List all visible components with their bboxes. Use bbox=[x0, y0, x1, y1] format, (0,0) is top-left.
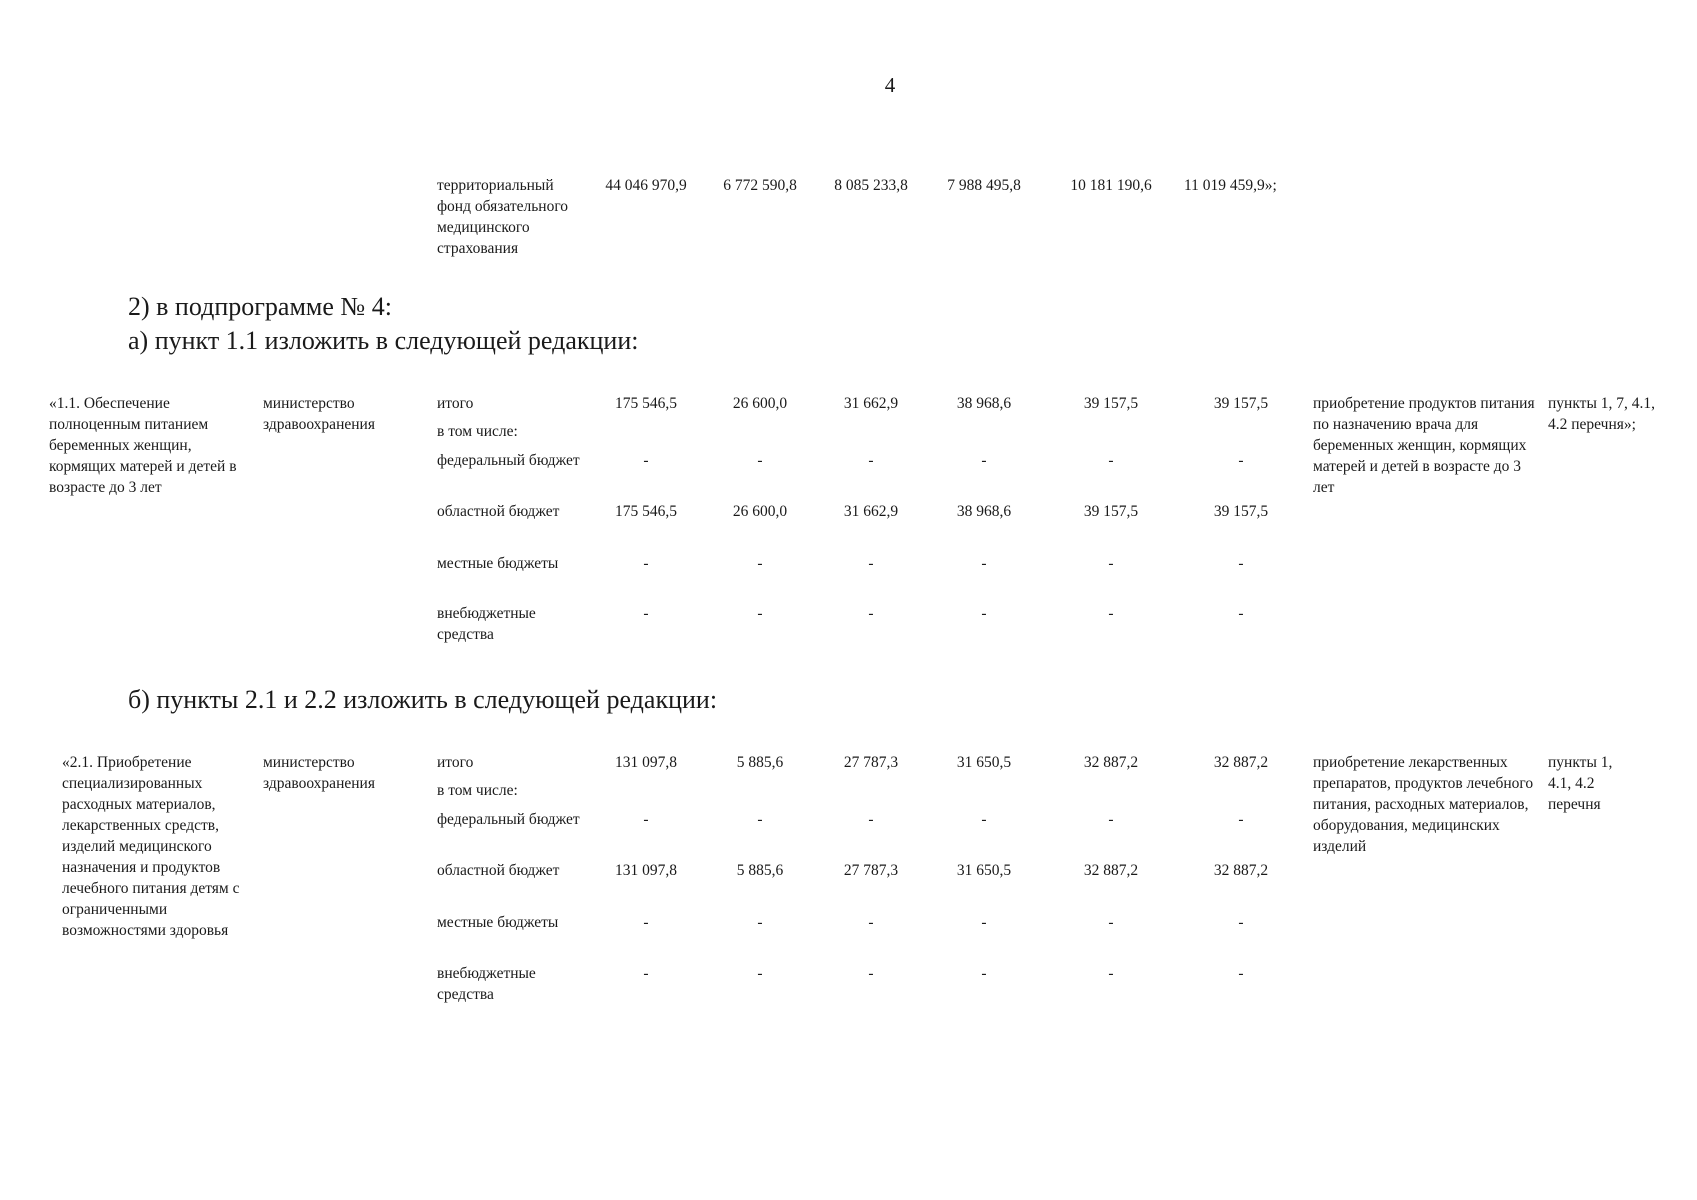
row-label-including: в том числе: bbox=[437, 423, 518, 440]
value-year-5: 39 157,5 bbox=[1213, 395, 1269, 412]
value-year-4: - bbox=[1108, 914, 1114, 931]
expected-result-2-1: приобретение лекарственных препаратов, продуктов лечебного питания, расходных материалов, оборудования, медицинских изделий bbox=[1313, 754, 1534, 855]
fund-label: территориальный фонд обязательного медицинского страхования bbox=[437, 177, 569, 257]
executor-1-1: министерство здравоохранения bbox=[263, 395, 375, 433]
reference-1-1: пункты 1, 7, 4.1, 4.2 перечня»; bbox=[1548, 395, 1655, 433]
value-year-3: 31 650,5 bbox=[956, 862, 1012, 879]
value-year-1: - bbox=[757, 811, 763, 828]
value-year-2: 31 662,9 bbox=[843, 503, 899, 520]
heading-a: а) пункт 1.1 изложить в следующей редакции: bbox=[128, 326, 639, 355]
fund-value-total: 44 046 970,9 bbox=[605, 177, 687, 194]
value-year-4: - bbox=[1108, 965, 1114, 982]
value-year-5: - bbox=[1238, 452, 1244, 469]
value-year-5: - bbox=[1238, 811, 1244, 828]
row-label-total: итого bbox=[437, 754, 474, 771]
subprogram-heading: 2) в подпрограмме № 4: bbox=[128, 292, 392, 321]
value-total: 131 097,8 bbox=[615, 862, 677, 879]
value-total: - bbox=[643, 965, 649, 982]
fund-value-year-5: 11 019 459,9»; bbox=[1184, 177, 1277, 194]
value-year-4: - bbox=[1108, 555, 1114, 572]
value-year-2: 31 662,9 bbox=[843, 395, 899, 412]
value-year-2: - bbox=[868, 965, 874, 982]
value-total: 175 546,5 bbox=[615, 503, 677, 520]
value-year-3: - bbox=[981, 965, 987, 982]
value-year-1: 26 600,0 bbox=[732, 503, 788, 520]
row-label-extrabudget: внебюджетные средства bbox=[437, 965, 536, 1003]
value-year-5: - bbox=[1238, 555, 1244, 572]
value-year-1: - bbox=[757, 555, 763, 572]
row-label-local: местные бюджеты bbox=[437, 555, 559, 572]
value-year-1: - bbox=[757, 452, 763, 469]
expected-result-1-1: приобретение продуктов питания по назначению врача для беременных женщин, кормящих матерей и детей в возрасте до 3 лет bbox=[1313, 395, 1535, 496]
page-number: 4 bbox=[884, 73, 896, 97]
value-year-4: - bbox=[1108, 452, 1114, 469]
row-label-local: местные бюджеты bbox=[437, 914, 559, 931]
value-year-2: - bbox=[868, 605, 874, 622]
value-year-3: 38 968,6 bbox=[956, 395, 1012, 412]
row-label-federal: федеральный бюджет bbox=[437, 811, 580, 828]
value-year-1: 26 600,0 bbox=[732, 395, 788, 412]
value-year-3: - bbox=[981, 605, 987, 622]
heading-b: б) пункты 2.1 и 2.2 изложить в следующей редакции: bbox=[128, 685, 718, 714]
value-total: 131 097,8 bbox=[615, 754, 677, 771]
value-year-5: - bbox=[1238, 914, 1244, 931]
value-total: 175 546,5 bbox=[615, 395, 677, 412]
item-name-2-1: «2.1. Приобретение специализированных расходных материалов, лекарственных средств, изделий медицинского назначения и продуктов лечебного питания детям с ограниченными возможностями здоровья bbox=[62, 754, 240, 939]
value-year-3: - bbox=[981, 555, 987, 572]
value-year-4: 32 887,2 bbox=[1083, 862, 1139, 879]
value-year-1: 5 885,6 bbox=[736, 754, 784, 771]
value-year-5: 32 887,2 bbox=[1213, 862, 1269, 879]
reference-2-1: пункты 1, 4.1, 4.2 перечня bbox=[1548, 754, 1613, 813]
value-total: - bbox=[643, 555, 649, 572]
fund-value-year-1: 6 772 590,8 bbox=[723, 177, 797, 194]
row-label-federal: федеральный бюджет bbox=[437, 452, 580, 469]
value-year-5: - bbox=[1238, 605, 1244, 622]
row-label-regional: областной бюджет bbox=[437, 503, 560, 520]
row-label-extrabudget: внебюджетные средства bbox=[437, 605, 536, 643]
fund-value-year-4: 10 181 190,6 bbox=[1070, 177, 1152, 194]
value-total: - bbox=[643, 811, 649, 828]
value-year-3: 31 650,5 bbox=[956, 754, 1012, 771]
value-year-5: 32 887,2 bbox=[1213, 754, 1269, 771]
value-year-4: 39 157,5 bbox=[1083, 503, 1139, 520]
value-year-1: 5 885,6 bbox=[736, 862, 784, 879]
value-year-2: - bbox=[868, 811, 874, 828]
value-total: - bbox=[643, 914, 649, 931]
value-total: - bbox=[643, 605, 649, 622]
value-year-5: - bbox=[1238, 965, 1244, 982]
value-year-2: - bbox=[868, 452, 874, 469]
row-label-total: итого bbox=[437, 395, 474, 412]
value-year-2: 27 787,3 bbox=[843, 754, 899, 771]
value-year-2: - bbox=[868, 914, 874, 931]
value-year-1: - bbox=[757, 605, 763, 622]
value-year-1: - bbox=[757, 965, 763, 982]
value-year-3: 38 968,6 bbox=[956, 503, 1012, 520]
value-year-2: 27 787,3 bbox=[843, 862, 899, 879]
fund-value-year-2: 8 085 233,8 bbox=[834, 177, 908, 194]
fund-value-year-3: 7 988 495,8 bbox=[947, 177, 1021, 194]
value-year-3: - bbox=[981, 811, 987, 828]
value-year-4: - bbox=[1108, 811, 1114, 828]
row-label-including: в том числе: bbox=[437, 782, 518, 799]
value-year-4: 32 887,2 bbox=[1083, 754, 1139, 771]
item-name-1-1: «1.1. Обеспечение полноценным питанием беременных женщин, кормящих матерей и детей в возрасте до 3 лет bbox=[49, 395, 237, 496]
value-year-2: - bbox=[868, 555, 874, 572]
value-year-3: - bbox=[981, 452, 987, 469]
row-label-regional: областной бюджет bbox=[437, 862, 560, 879]
value-year-5: 39 157,5 bbox=[1213, 503, 1269, 520]
value-year-3: - bbox=[981, 914, 987, 931]
executor-2-1: министерство здравоохранения bbox=[263, 754, 375, 792]
value-year-1: - bbox=[757, 914, 763, 931]
value-total: - bbox=[643, 452, 649, 469]
value-year-4: - bbox=[1108, 605, 1114, 622]
value-year-4: 39 157,5 bbox=[1083, 395, 1139, 412]
